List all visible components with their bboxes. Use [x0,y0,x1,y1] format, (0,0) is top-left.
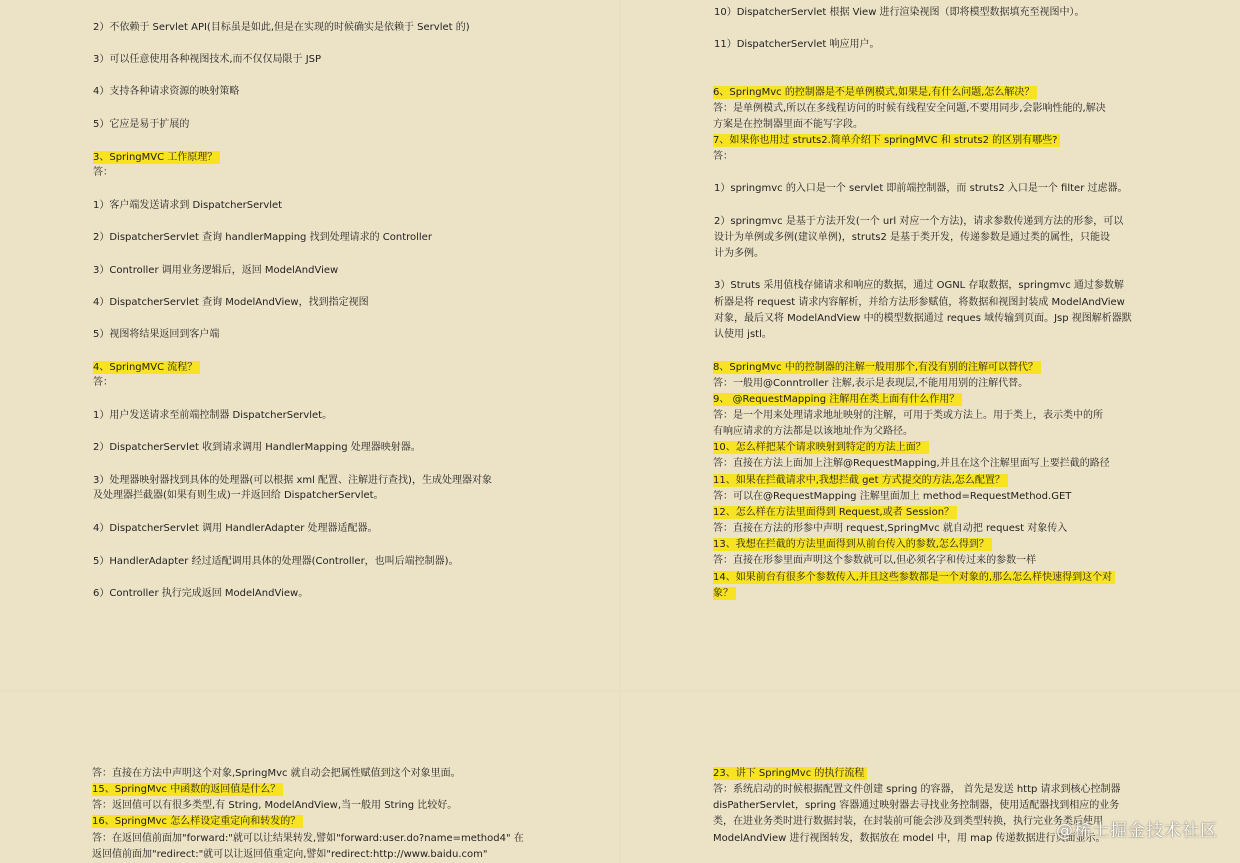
text-line: 对象，最后又将 ModelAndView 中的模型数据通过 reques 域传输到页面。Jsp 视图解析器默 [714,313,1132,324]
text-line: 设计为单例或多例(建议单例)，struts2 是基于类开发，传递参数是通过类的属性，只能设 [714,232,1111,243]
question-heading: 8、SpringMvc 中的控制器的注解一般用那个,有没有别的注解可以替代？ [713,361,1041,374]
text-line: 答：直接在方法中声明这个对象,SpringMvc 就自动会把属性赋值到这个对象里面。 [92,768,461,779]
text-line: 答：直接在形参里面声明这个参数就可以,但必须名字和传过来的参数一样 [713,555,1037,566]
text-line: 答： [93,377,113,388]
text-line: 1）客户端发送请求到 DispatcherServlet [93,200,283,211]
text-line: 答：在返回值前面加"forward:"就可以让结果转发,譬如"forward:user.do?name=method4" 在 [92,833,524,844]
question-heading: 23、讲下 SpringMvc 的执行流程 [713,767,867,780]
text-line: 3）处理器映射器找到具体的处理器(可以根据 xml 配置、注解进行查找)，生成处理器对象 [93,475,492,486]
question-heading: 10、怎么样把某个请求映射到特定的方法上面？ [713,441,929,454]
text-line: 3）可以任意使用各种视图技术,而不仅仅局限于 JSP [93,54,322,65]
page-top-left [0,0,619,690]
question-heading: 11、如果在拦截请求中,我想拦截 get 方式提交的方法,怎么配置？ [713,474,1008,487]
text-line: 析器是将 request 请求内容解析，并给方法形参赋值，将数据和视图封装成 ModelAndView [714,297,1125,308]
text-line: 答：一般用@Conntroller 注解,表示是表现层,不能用用别的注解代替。 [713,378,1029,389]
question-heading: 6、SpringMvc 的控制器是不是单例模式,如果是,有什么问题,怎么解决？ [713,86,1037,99]
text-line: 5）它应是易于扩展的 [93,119,190,130]
text-line: 答：直接在方法上面加上注解@RequestMapping,并且在这个注解里面写上要拦截的路径 [713,458,1110,469]
text-line: 5）HandlerAdapter 经过适配调用具体的处理器(Controller，也叫后端控制器)。 [93,556,459,567]
question-heading: 12、怎么样在方法里面得到 Request,或者 Session？ [713,506,957,519]
page-top-right [621,0,1240,690]
question-heading: 4、SpringMVC 流程？ [93,361,200,374]
text-line: ModelAndView 进行视图转发，数据放在 model 中，用 map 传递数据进行页面显示。 [713,833,1106,844]
question-heading: 9、 @RequestMapping 注解用在类上面有什么作用？ [713,393,962,406]
text-line: 5）视图将结果返回到客户端 [93,329,220,340]
question-heading: 16、SpringMvc 怎么样设定重定向和转发的？ [92,815,303,828]
text-line: 认使用 jstl。 [714,329,772,340]
text-line: 答：可以在@RequestMapping 注解里面加上 method=RequestMethod.GET [713,491,1072,502]
text-line: 6）Controller 执行完成返回 ModelAndView。 [93,588,309,599]
text-line: 答：直接在方法的形参中声明 request,SpringMvc 就自动把 request 对象传入 [713,523,1068,534]
text-line: 答：是单例模式,所以在多线程访问的时候有线程安全问题,不要用同步,会影响性能的,解决 [713,103,1106,114]
text-line: 2）DispatcherServlet 查询 handlerMapping 找到处理请求的 Controller [93,232,432,243]
text-line: 计为多例。 [714,248,764,259]
question-heading: 象？ [713,587,736,600]
text-line: 答： [713,151,733,162]
text-line: 11）DispatcherServlet 响应用户。 [714,39,880,50]
question-heading: 15、SpringMvc 中函数的返回值是什么？ [92,783,283,796]
text-line: 1）springmvc 的入口是一个 servlet 即前端控制器，而 struts2 入口是一个 filter 过虑器。 [714,183,1128,194]
text-line: 4）DispatcherServlet 调用 HandlerAdapter 处理器适配器。 [93,523,378,534]
text-line: 有响应请求的方法都是以该地址作为父路径。 [713,426,913,437]
page-bottom-left [0,692,619,863]
text-line: 答： [93,167,113,178]
text-line: disPatherServlet，spring 容器通过映射器去寻找业务控制器，使用适配器找到相应的业务 [713,800,1120,811]
question-heading: 3、SpringMVC 工作原理？ [93,151,220,164]
text-line: 4）DispatcherServlet 查询 ModelAndView，找到指定视图 [93,297,369,308]
text-line: 答：是一个用来处理请求地址映射的注解，可用于类或方法上。用于类上，表示类中的所 [713,410,1103,421]
text-line: 方案是在控制器里面不能写字段。 [713,119,863,130]
question-heading: 14、如果前台有很多个参数传入,并且这些参数都是一个对象的,那么怎么样快速得到这个对 [713,571,1115,584]
text-line: 返回值前面加"redirect:"就可以让返回值重定向,譬如"redirect:http://www.baidu.com" [92,849,488,860]
text-line: 10）DispatcherServlet 根据 View 进行渲染视图（即将模型数据填充至视图中）。 [714,7,1085,18]
text-line: 2）DispatcherServlet 收到请求调用 HandlerMapping 处理器映射器。 [93,442,421,453]
text-line: 3）Struts 采用值栈存储请求和响应的数据，通过 OGNL 存取数据，springmvc 通过参数解 [714,280,1124,291]
text-line: 2）springmvc 是基于方法开发(一个 url 对应一个方法)，请求参数传递到方法的形参，可以 [714,216,1124,227]
text-line: 4）支持各种请求资源的映射策略 [93,86,240,97]
question-heading: 7、如果你也用过 struts2.简单介绍下 springMVC 和 struts2 的区别有哪些? [713,134,1060,147]
text-line: 类，在进业务类时进行数据封装，在封装前可能会涉及到类型转换，执行完业务类后使用 [713,816,1103,827]
text-line: 3）Controller 调用业务逻辑后，返回 ModelAndView [93,265,339,276]
text-line: 答：返回值可以有很多类型,有 String, ModelAndView,当一般用 String 比较好。 [92,800,458,811]
text-line: 及处理器拦截器(如果有则生成)一并返回给 DispatcherServlet。 [93,490,384,501]
text-line: 1）用户发送请求至前端控制器 DispatcherServlet。 [93,410,333,421]
text-line: 答：系统启动的时候根据配置文件创建 spring 的容器， 首先是发送 http 请求到核心控制器 [713,784,1121,795]
watermark: @稀土掘金技术社区 [1056,821,1218,841]
text-line: 2）不依赖于 Servlet API(目标虽是如此,但是在实现的时候确实是依赖于 Servlet 的) [93,22,470,33]
question-heading: 13、我想在拦截的方法里面得到从前台传入的参数,怎么得到？ [713,538,992,551]
